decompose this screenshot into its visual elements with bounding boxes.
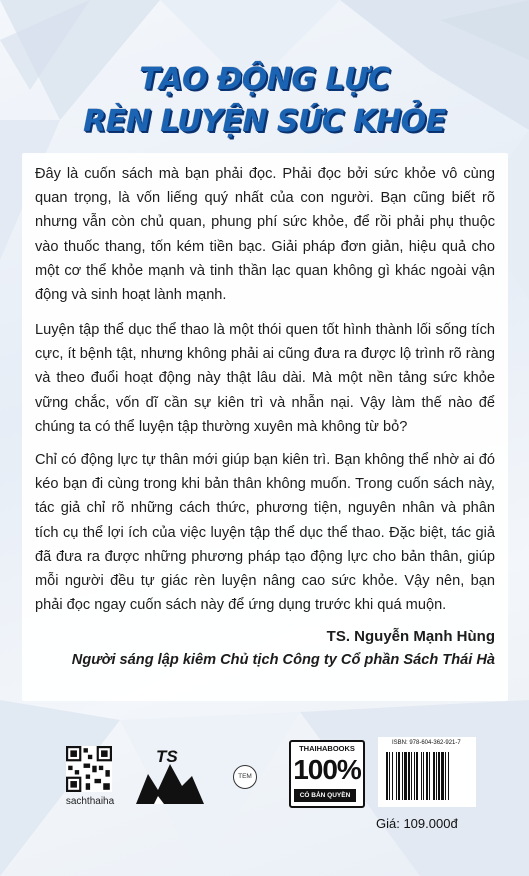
title-line-2: RÈN LUYỆN SỨC KHỎE bbox=[83, 104, 446, 139]
paragraph-1: Đây là cuốn sách mà bạn phải đọc. Phải đọc bởi sức khỏe vô cùng quan trọng, là vốn liếng quý nhất của con người. Bạn cũng biết rõ nhưng vẫn còn chủ quan, phung phí sức khỏe, để rồi phải phụ thuộc vào thuốc thang, tốn kém tiền bạc. Giải pháp đơn giản, hiệu quả cho một cơ thể khỏe mạnh và tinh thần lạc quan không gì khác ngoài vận động và sinh hoạt lành mạnh. bbox=[35, 166, 495, 304]
paragraph-2: Luyện tập thể dục thể thao là một thói quen tốt hình thành lối sống tích cực, ít bệnh tật, nhưng không phải ai cũng đưa ra được lộ trình rõ ràng và theo đuổi hoạt động này thật lâu dài. Mà một nền tảng sức khỏe vững chắc, vốn dĩ cần sự kiên trì và nhẫn nại. Vậy làm thế nào để chúng ta có thể luyện tập thường xuyên mà không từ bỏ? bbox=[35, 322, 495, 435]
author-name: TS. Nguyễn Mạnh Hùng bbox=[326, 628, 495, 645]
barcode-icon bbox=[380, 748, 476, 812]
paragraph-3: Chỉ có động lực tự thân mới giúp bạn kiên trì. Bạn không thể nhờ ai đó kéo bạn đi cùng trong khi bản thân không muốn. Trong cuốn sách này, tác giả chỉ rõ những cách thức, phương tiện, nguyên nhân và phân tích cụ thể lợi ích của việc luyện tập thể dục thể thao. Đặc biệt, tác giả đã đưa ra được những phương pháp tạo động lực cho bản thân, giúp mỗi người đều tự giác rèn luyện nâng cao sức khỏe. Vậy nên, bạn phải đọc ngay cuốn sách này để ứng dụng trước khi quá muộn. bbox=[35, 452, 495, 614]
copyright-badge bbox=[289, 740, 365, 808]
author-role: Người sáng lập kiêm Chủ tịch Công ty Cổ phần Sách Thái Hà bbox=[71, 652, 495, 668]
publisher-mark-text: TS bbox=[156, 747, 178, 766]
qr-code-icon bbox=[66, 746, 112, 792]
publisher-logo-icon bbox=[134, 746, 206, 804]
stamp-tem-icon: TEM bbox=[233, 765, 257, 789]
badge-bottom-text: CÓ BẢN QUYỀN bbox=[294, 789, 356, 802]
title-line-1: TẠO ĐỘNG LỰC bbox=[139, 62, 390, 97]
isbn-text: ISBN: 978-604-362-921-7 bbox=[392, 740, 461, 746]
qr-label: sachthaiha bbox=[65, 796, 115, 807]
badge-top-text: THAIHABOOKS bbox=[299, 744, 355, 753]
price-label: Giá: 109.000đ bbox=[376, 816, 458, 831]
badge-percent: 100% bbox=[293, 754, 361, 785]
